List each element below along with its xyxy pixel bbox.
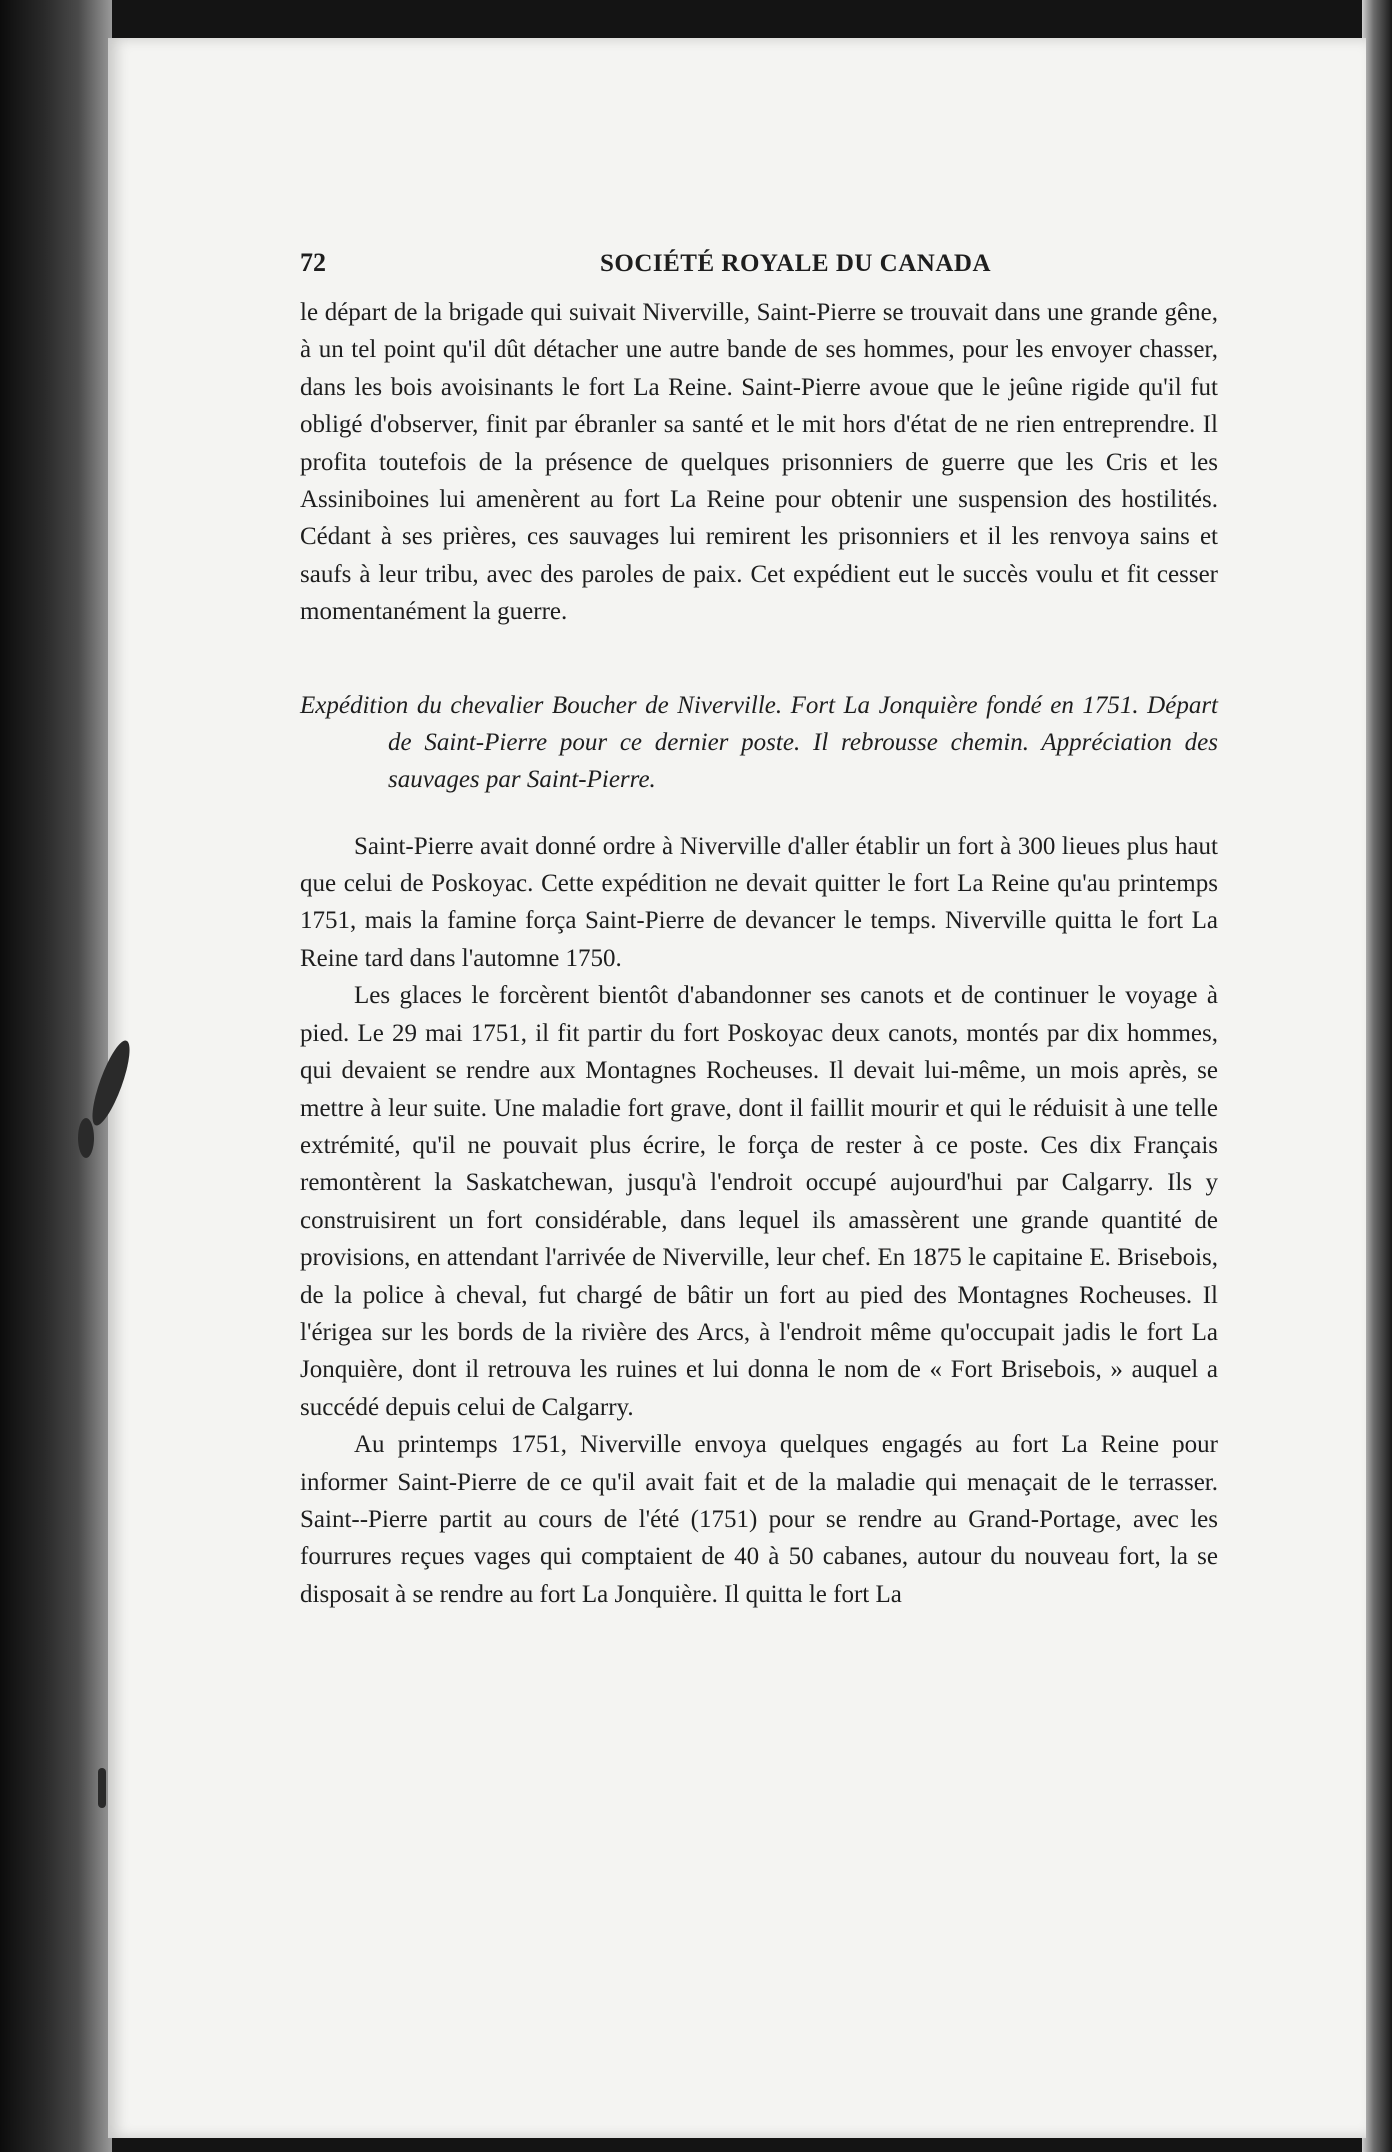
section-heading: Expédition du chevalier Boucher de Niverville. Fort La Jonquière fondé en 1751. Départ de Saint-Pierre pour ce dernier poste. Il rebrousse chemin. Appréciation des sauvages par Saint-Pierre. <box>300 691 1218 793</box>
running-title: SOCIÉTÉ ROYALE DU CANADA <box>600 250 992 277</box>
ink-blot-mark <box>78 1118 94 1158</box>
book-page <box>108 38 1366 2138</box>
page-content <box>300 244 1218 1613</box>
book-binding-edge <box>0 0 112 2152</box>
paragraph: Les glaces le forcèrent bientôt d'abandonner ses canots et de continuer le voyage à pied. Le 29 mai 1751, il fit partir du fort Poskoyac deux canots, montés par dix hommes, qui devaient se rendre aux Montagnes Rocheuses. Il devait lui-même, un mois après, se mettre à leur suite. Une maladie fort grave, dont il faillit mourir et qui le réduisit à une telle extrémité, qu'il ne pouvait plus écrire, le força de rester à ce poste. Ces dix Français remontèrent la Saskatchewan, jusqu'à l'endroit occupé aujourd'hui par Calgarry. Ils y construisirent un fort considérable, dans lequel ils amassèrent une grande quantité de provisions, en attendant l'arrivée de Niverville, leur chef. En 1875 le capitaine E. Brisebois, de la police à cheval, fut chargé de bâtir un fort au pied des Montagnes Rocheuses. Il l'érigea sur les bords de la rivière des Arcs, à l'endroit même qu'occupait jadis le fort La Jonquière, dont il retrouva les ruines et lui donna le nom de « Fort Brisebois, » auquel a succédé depuis celui de Calgarry. <box>300 982 1218 1421</box>
page-header <box>300 244 1218 288</box>
paragraph-continuation: le départ de la brigade qui suivait Niverville, Saint-Pierre se trouvait dans une grande gêne, à un tel point qu'il dût détacher une autre bande de ses hommes, pour les envoyer chasser, dans les bois avoisinants le fort La Reine. Saint-Pierre avoue que le jeûne rigide qu'il fut obligé d'observer, finit par ébranler sa santé et le mit hors d'état de ne rien entreprendre. Il profita toutefois de la présence de quelques prisonniers de guerre que les Cris et les Assiniboines lui amenèrent au fort La Reine pour obtenir une suspension des hostilités. Cédant à ses prières, ces sauvages lui remirent les prisonniers et il les renvoya sains et saufs à leur tribu, avec des paroles de paix. Cet expédient eut le succès voulu et fit cesser momentanément la guerre. <box>300 299 1218 626</box>
ink-blot-mark <box>98 1768 106 1808</box>
paragraph: Saint-Pierre avait donné ordre à Niverville d'aller établir un fort à 300 lieues plus haut que celui de Poskoyac. Cette expédition ne devait quitter le fort La Reine qu'au printemps 1751, mais la famine força Saint-Pierre de devancer le temps. Niverville quitta le fort La Reine tard dans l'automne 1750. <box>300 832 1218 972</box>
page-number: 72 <box>300 248 326 277</box>
paragraph: Au printemps 1751, Niverville envoya quelques engagés au fort La Reine pour informer Saint-Pierre de ce qu'il avait fait et de la maladie qui menaçait de le terrasser. Saint--Pierre partit au cours de l'été (1751) pour se rendre au Grand-Portage, avec les fourrures reçues vages qui comptaient de 40 à 50 cabanes, autour du nouveau fort, la se disposait à se rendre au fort La Jonquière. Il quitta le fort La <box>300 1431 1218 1608</box>
page-right-edge <box>1362 0 1392 2152</box>
